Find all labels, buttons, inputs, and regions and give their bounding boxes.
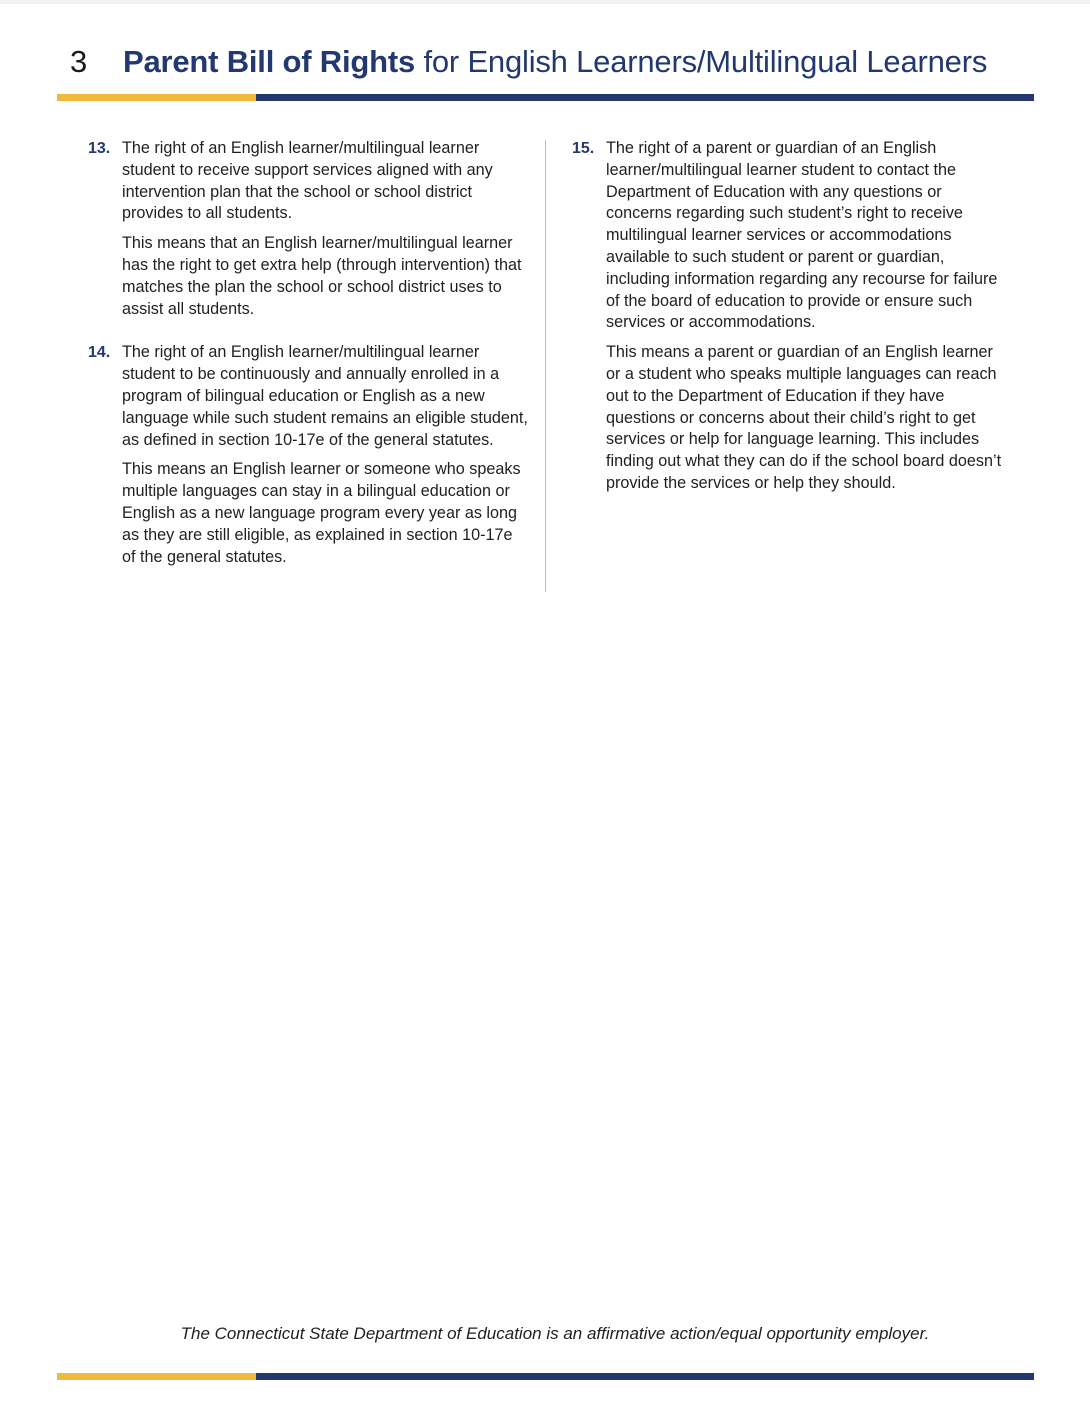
right-explanation: This means that an English learner/multilingual learner has the right to get extra help (through intervention) that matches the plan the school or school district uses to assist all students. (122, 234, 522, 318)
footer-rule-navy-segment (256, 1373, 1034, 1380)
right-column (572, 138, 1004, 517)
header-rule (57, 94, 1034, 101)
right-item-15 (572, 138, 1004, 495)
header-rule-gold-segment (57, 94, 256, 101)
right-explanation: This means a parent or guardian of an English learner or a student who speaks multiple languages can reach out to the Department of Education if they have questions or concerns about their child’s right to get services or help for language learning. This includes finding out what they can do if the school board doesn’t provide the services or help they should. (606, 343, 1002, 492)
footer-rule (57, 1373, 1034, 1380)
right-statement: The right of an English learner/multilingual learner student to receive support services aligned with any intervention plan that the school or school district provides to all students. (122, 139, 493, 223)
top-edge-shade (0, 0, 1090, 4)
right-explanation: This means an English learner or someone who speaks multiple languages can stay in a bilingual education or English as a new language program every year as long as they are still eligible, as explained in section 10-17e of the general statutes. (122, 460, 521, 566)
header-rule-navy-segment (256, 94, 1034, 101)
left-column (88, 138, 528, 590)
item-number: 15. (572, 140, 595, 157)
page-number: 3 (70, 44, 88, 79)
right-item-14 (88, 342, 528, 568)
page-header (70, 42, 1050, 86)
item-number: 13. (88, 140, 111, 157)
page-title-bold: Parent Bill of Rights (123, 44, 416, 79)
footer-rule-gold-segment (57, 1373, 256, 1380)
footer-statement: The Connecticut State Department of Education is an affirmative action/equal opportunity employer. (180, 1324, 930, 1343)
right-statement: The right of an English learner/multilingual learner student to be continuously and annually enrolled in a program of bilingual education or English as a new language while such student remains an eligible student, as defined in section 10-17e of the general statutes. (122, 343, 528, 449)
page-title (123, 44, 987, 80)
page-title-subtitle: for English Learners/Multilingual Learners (415, 44, 988, 79)
item-number: 14. (88, 344, 111, 362)
right-statement: The right of a parent or guardian of an English learner/multilingual learner student to contact the Department of Education with any questions or concerns regarding such student’s right to receive multilingual learner services or accommodations available to such student or parent or guardian, including information regarding any recourse for failure of the board of education to provide or ensure such services or accommodations. (606, 139, 998, 332)
column-divider (545, 140, 546, 592)
right-item-13 (88, 138, 528, 320)
